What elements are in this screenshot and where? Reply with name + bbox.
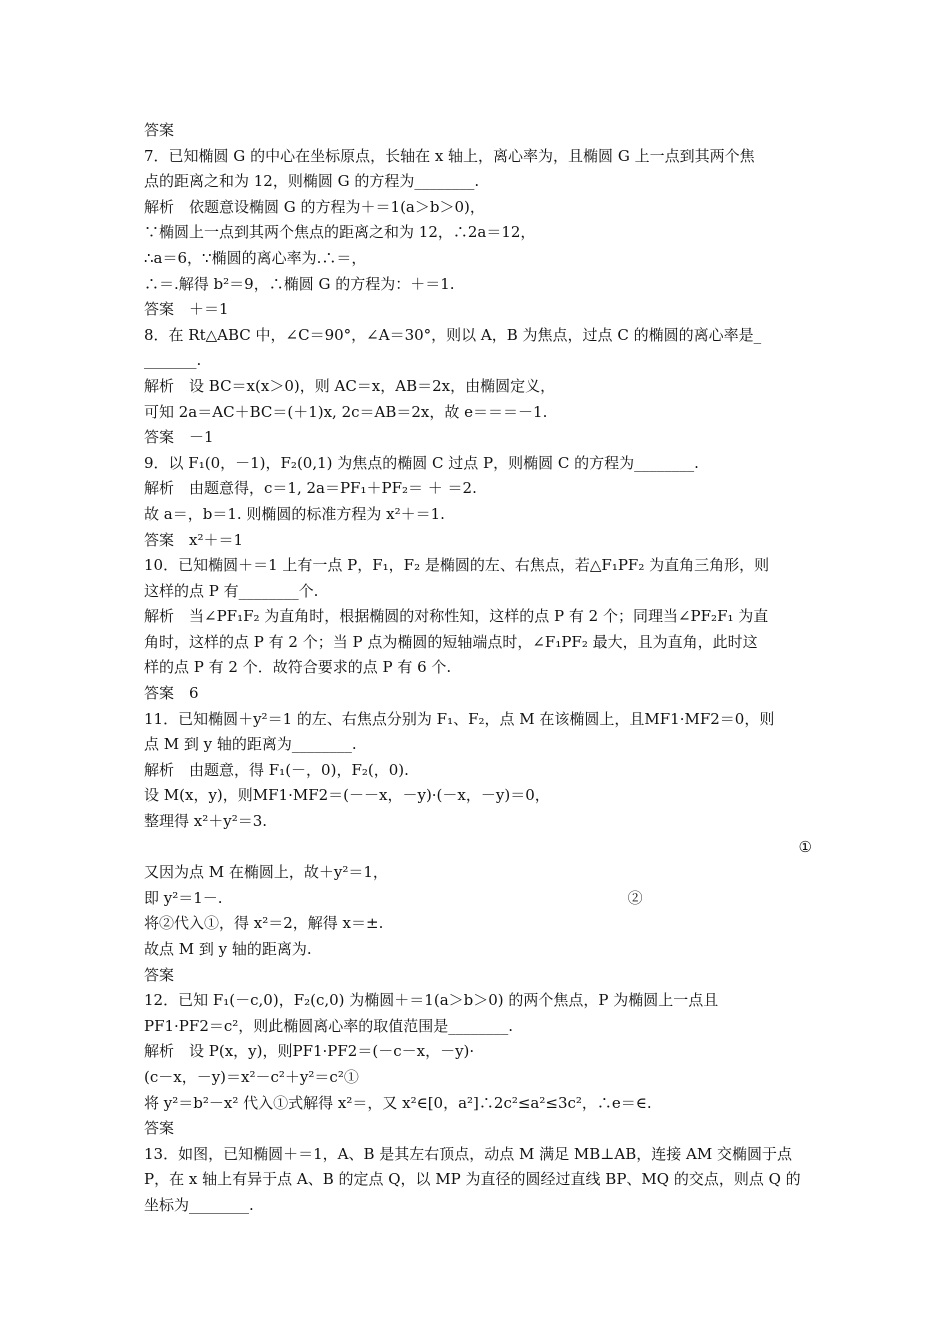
text-line: ∵椭圆上一点到其两个焦点的距离之和为 12，∴2a＝12，	[144, 223, 536, 242]
text-line: 故 a＝，b＝1. 则椭圆的标准方程为 x²＋＝1.	[144, 504, 445, 523]
text-line: 解析 设 BC＝x(x＞0)，则 AC＝x，AB＝2x，由椭圆定义，	[144, 376, 556, 395]
text-line: 将②代入①，得 x²＝2，解得 x＝±.	[144, 914, 384, 933]
text-line: 答案 －1	[144, 428, 214, 447]
text-line: _______.	[144, 351, 202, 370]
text-line: 解析 由题意得，c＝1, 2a＝PF₁＋PF₂＝ ＋ ＝2.	[144, 479, 477, 498]
text-line: 9．以 F₁(0，－1)，F₂(0,1) 为焦点的椭圆 C 过点 P，则椭圆 C 的方程为________.	[144, 453, 699, 472]
document-body	[144, 118, 812, 1219]
text-line: 坐标为________.	[144, 1195, 254, 1214]
text-line: 点 M 到 y 轴的距离为________.	[144, 735, 357, 754]
text-line: PF1·PF2＝c²，则此椭圆离心率的取值范围是________.	[144, 1016, 514, 1035]
text-line: P，在 x 轴上有异于点 A、B 的定点 Q，以 MP 为直径的圆经过直线 BP、MQ 的交点，则点 Q 的	[144, 1170, 801, 1189]
text-line: 答案	[144, 1119, 175, 1138]
text-line: 解析 设 P(x，y)，则PF1·PF2＝(－c－x，－y)·	[144, 1042, 475, 1061]
text-line: 答案	[144, 121, 175, 139]
text-line: 设 M(x，y)，则MF1·MF2＝(－－x，－y)·(－x，－y)＝0，	[144, 786, 550, 805]
text-line: 角时，这样的点 P 有 2 个；当 P 点为椭圆的短轴端点时，∠F₁PF₂ 最大，且为直角，此时这	[144, 632, 758, 651]
text-line: 整理得 x²＋y²＝3.	[144, 812, 268, 831]
text-line: 这样的点 P 有________个.	[144, 581, 319, 600]
text-line: 故点 M 到 y 轴的距离为.	[144, 940, 312, 958]
text-line: 11．已知椭圆＋y²＝1 的左、右焦点分别为 F₁、F₂，点 M 在该椭圆上，且MF1·MF2＝0，则	[144, 709, 775, 728]
text-line: 12．已知 F₁(－c,0)，F₂(c,0) 为椭圆＋＝1(a＞b＞0) 的两个焦点，P 为椭圆上一点且	[144, 991, 719, 1010]
text-line: 10．已知椭圆＋＝1 上有一点 P，F₁，F₂ 是椭圆的左、右焦点，若△F₁PF₂ 为直角三角形，则	[144, 556, 770, 575]
text-line: 又因为点 M 在椭圆上，故＋y²＝1，	[144, 863, 388, 882]
text-line: 将 y²＝b²－x² 代入①式解得 x²＝，又 x²∈[0，a²]∴2c²≤a²≤3c²，∴e＝∈.	[144, 1093, 652, 1112]
text-line: (c－x，－y)＝x²－c²＋y²＝c²①	[144, 1067, 359, 1086]
text-line: ∴a＝6，∵椭圆的离心率为.∴＝，	[144, 248, 367, 267]
text-line: 8．在 Rt△ABC 中，∠C＝90°，∠A＝30°，则以 A，B 为焦点，过点 C 的椭圆的离心率是_	[144, 325, 762, 344]
text-line: 点的距离之和为 12，则椭圆 G 的方程为________.	[144, 172, 480, 191]
text-line: 13．如图，已知椭圆＋＝1，A、B 是其左右顶点，动点 M 满足 MB⊥AB，连接 AM 交椭圆于点	[144, 1144, 792, 1163]
text-line: 答案 x²＋＝1	[144, 530, 244, 549]
text-line: 答案 ＋＝1	[144, 300, 229, 319]
text-line: 解析 由题意，得 F₁(－，0)，F₂(，0).	[144, 760, 409, 779]
text-line: 答案 6	[144, 684, 199, 703]
text-line: 解析 依题意设椭圆 G 的方程为＋＝1(a＞b＞0)，	[144, 197, 485, 216]
text-line: 7．已知椭圆 G 的中心在坐标原点，长轴在 x 轴上，离心率为，且椭圆 G 上一点到其两个焦	[144, 146, 755, 165]
equation-marker: ①	[798, 837, 812, 856]
text-line: 即 y²＝1－. ②	[144, 888, 643, 907]
text-line: 可知 2a＝AC＋BC＝(＋1)x, 2c＝AB＝2x，故 e＝＝＝－1.	[144, 402, 548, 421]
text-line: 样的点 P 有 2 个．故符合要求的点 P 有 6 个.	[144, 658, 452, 677]
text-line: 答案	[144, 965, 175, 984]
text-line: ∴＝.解得 b²＝9，∴椭圆 G 的方程为：＋＝1.	[144, 274, 455, 293]
text-line: 解析 当∠PF₁F₂ 为直角时，根据椭圆的对称性知，这样的点 P 有 2 个；同理当∠PF₂F₁ 为直	[144, 607, 769, 626]
